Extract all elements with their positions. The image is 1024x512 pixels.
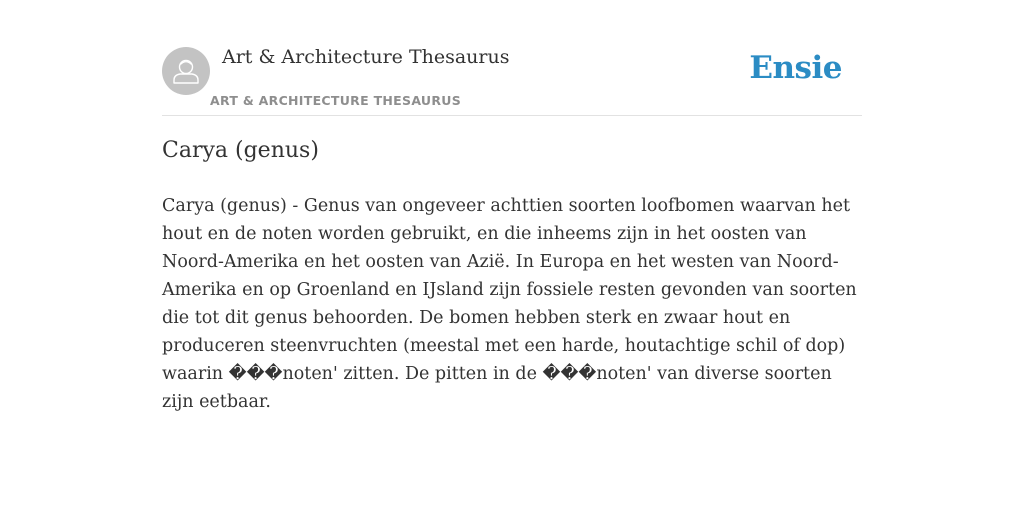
source-label: ART & ARCHITECTURE THESAURUS [210, 93, 462, 108]
entry-body: Carya (genus) - Genus van ongeveer achttien soorten loofbomen waarvan het hout en de noten worden gebruikt, en die inheems zijn in het oosten van Noord-Amerika en het oosten van Azië. In Europa en het westen van Noord-Amerika en op Groenland en IJsland zijn fossiele resten gevonden van soorten die tot dit genus behoorden. De bomen hebben sterk en zwaar hout en produceren steenvruchten (meestal met een harde, houtachtige schil of dop) waarin ���noten' zitten. De pitten in de ���noten' van diverse soorten zijn eetbaar. [162, 196, 857, 412]
brand-logo[interactable]: Ensie [749, 50, 842, 86]
entry-header [162, 40, 862, 116]
avatar[interactable] [162, 47, 210, 95]
entry-title: Carya (genus) [162, 138, 319, 163]
source-title-link[interactable]: Art & Architecture Thesaurus [222, 46, 510, 68]
user-outline-icon [162, 47, 210, 95]
